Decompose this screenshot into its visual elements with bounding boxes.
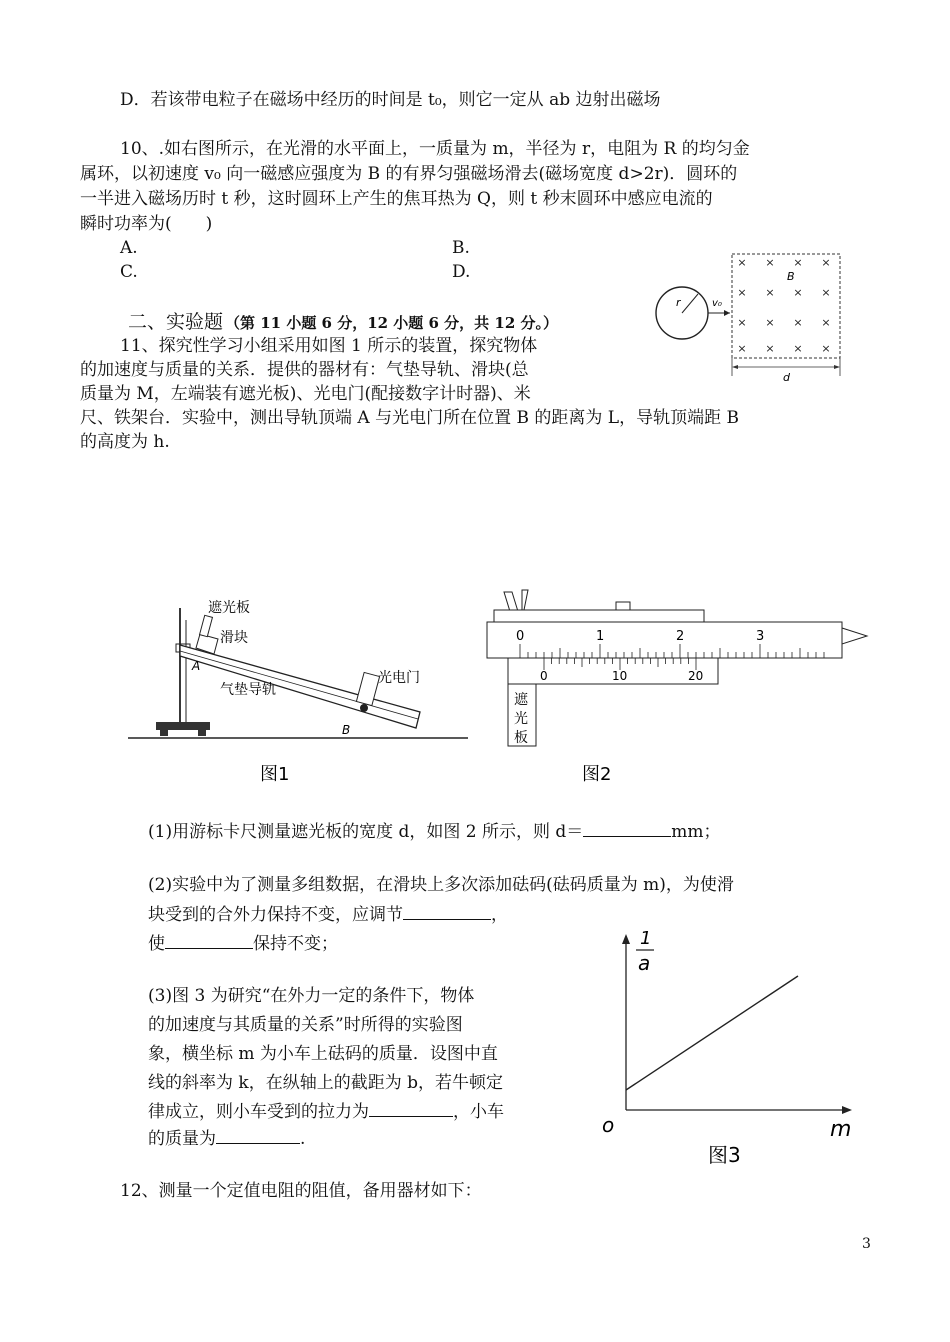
field-cross-8: ×: [737, 316, 747, 329]
q11-part3-line1: (3)图 3 为研究“在外力一定的条件下，物体: [148, 986, 475, 1006]
q10-option-b: B.: [452, 238, 470, 258]
figure-2-caliper: [482, 580, 877, 790]
field-cross-1: ×: [765, 256, 775, 269]
velocity-label: v₀: [712, 298, 722, 309]
q11-part1-text: (1)用游标卡尺测量遮光板的宽度 d，如图 2 所示，则 d＝: [148, 822, 584, 842]
field-cross-4: ×: [737, 286, 747, 299]
vernier-label-10: 10: [612, 669, 628, 683]
graph-line: [626, 976, 798, 1090]
main-scale-label-3: 3: [756, 629, 765, 644]
field-cross-2: ×: [793, 256, 803, 269]
vernier-label-20: 20: [688, 669, 704, 683]
label-rail: 气垫导轨: [220, 682, 276, 698]
q10-option-a: A.: [120, 238, 138, 258]
caliper-shade-label-1: 遮: [514, 692, 528, 708]
q11-part2-line3: [148, 932, 338, 956]
field-cross-9: ×: [765, 316, 775, 329]
q9-option-d: D．若该带电粒子在磁场中经历的时间是 t₀，则它一定从 ab 边射出磁场: [120, 90, 661, 110]
q11-part3-line5: [148, 1100, 504, 1124]
radius-label: r: [676, 296, 681, 309]
q11-part2-line1: (2)实验中为了测量多组数据，在滑块上多次添加砝码(砝码质量为 m)，为使滑: [148, 875, 734, 895]
figure-3-graph: [596, 920, 858, 1170]
main-scale-label-0: 0: [516, 629, 525, 644]
field-cross-12: ×: [737, 342, 747, 355]
width-label: d: [783, 371, 790, 384]
origin-label: o: [602, 1113, 615, 1137]
section-title: 二、实验题: [128, 311, 224, 333]
figure-2-caption: 图2: [582, 764, 612, 785]
q11-line-5: 的高度为 h.: [80, 432, 170, 452]
main-scale-label-1: 1: [596, 629, 605, 644]
field-cross-5: ×: [765, 286, 775, 299]
y-label-numerator: 1: [640, 928, 652, 949]
figure-1-caption: 图1: [260, 764, 290, 785]
q11-part3-cart: ，小车: [453, 1102, 504, 1122]
field-cross-10: ×: [793, 316, 803, 329]
field-cross-15: ×: [821, 342, 831, 355]
q11-part2-comma: ，: [491, 905, 508, 925]
figure-1-air-track: [120, 590, 475, 790]
field-cross-7: ×: [821, 286, 831, 299]
page-number: 3: [862, 1236, 871, 1252]
q11-line-1: 11、探究性学习小组采用如图 1 所示的装置，探究物体: [120, 336, 538, 356]
figure-3-caption: 图3: [708, 1143, 741, 1167]
q10-line-1: 10、.如右图所示，在光滑的水平面上，一质量为 m，半径为 r，电阻为 R 的均匀金: [120, 139, 750, 159]
q10-option-d: D.: [452, 262, 471, 282]
field-cross-11: ×: [821, 316, 831, 329]
field-label: B: [787, 270, 795, 283]
answer-blank-mass[interactable]: [216, 1127, 300, 1144]
q11-part2-line2: [148, 903, 508, 927]
q11-line-4: 尺、铁架台．实验中，测出导轨顶端 A 与光电门所在位置 B 的距离为 L，导轨顶端距 B: [80, 408, 739, 428]
caliper-shade-label-2: 光: [514, 711, 528, 727]
q10-line-3: 一半进入磁场历时 t 秒，这时圆环上产生的焦耳热为 Q，则 t 秒末圆环中感应电流的: [80, 189, 713, 209]
q10-field-figure: [650, 248, 850, 390]
q11-part1: [148, 820, 721, 844]
x-label: m: [830, 1117, 852, 1142]
field-cross-0: ×: [737, 256, 747, 269]
q12-line-1: 12、测量一个定值电阻的阻值，备用器材如下：: [120, 1181, 482, 1201]
q10-line-2: 属环，以初速度 v₀ 向一磁感应强度为 B 的有界匀强磁场滑去(磁场宽度 d>2r)．圆环的: [80, 164, 738, 184]
answer-blank-adjust[interactable]: [403, 903, 491, 920]
q11-part3-force: 律成立，则小车受到的拉力为: [148, 1102, 369, 1122]
label-A: A: [192, 659, 201, 673]
q11-line-2: 的加速度与质量的关系．提供的器材有：气垫导轨、滑块(总: [80, 360, 529, 380]
q11-part1-unit: mm；: [671, 822, 721, 842]
q11-part3-line3: 象，横坐标 m 为小车上砝码的质量．设图中直: [148, 1044, 498, 1064]
vernier-label-0: 0: [540, 669, 548, 683]
field-cross-13: ×: [765, 342, 775, 355]
q11-part3-line6: [148, 1127, 305, 1151]
section-note: （第 11 小题 6 分，12 小题 6 分，共 12 分。）: [225, 314, 558, 332]
answer-blank-keep[interactable]: [165, 932, 253, 949]
field-cross-14: ×: [793, 342, 803, 355]
field-cross-3: ×: [821, 256, 831, 269]
label-shade: 遮光板: [208, 600, 250, 616]
label-slider: 滑块: [220, 630, 248, 646]
q11-part2-use: 使: [148, 934, 165, 954]
main-scale-label-2: 2: [676, 629, 685, 644]
label-B: B: [342, 723, 351, 737]
q11-part3-mass: 的质量为: [148, 1129, 216, 1149]
q11-part2-keep: 保持不变；: [253, 934, 338, 954]
q11-part3-period: .: [300, 1129, 306, 1149]
q11-part2-text: 块受到的合外力保持不变，应调节: [148, 905, 403, 925]
label-gate: 光电门: [378, 670, 420, 686]
q11-line-3: 质量为 M，左端装有遮光板)、光电门(配接数字计时器)、米: [80, 384, 531, 404]
answer-blank-width[interactable]: [583, 820, 671, 837]
q11-part3-line2: 的加速度与其质量的关系”时所得的实验图: [148, 1015, 463, 1035]
field-cross-6: ×: [793, 286, 803, 299]
q11-part3-line4: 线的斜率为 k，在纵轴上的截距为 b，若牛顿定: [148, 1073, 503, 1093]
q10-option-c: C.: [120, 262, 138, 282]
caliper-shade-label-3: 板: [514, 730, 528, 746]
answer-blank-force[interactable]: [369, 1100, 453, 1117]
y-label-denominator: a: [638, 951, 651, 975]
q10-line-4: 瞬时功率为( ): [80, 214, 213, 234]
